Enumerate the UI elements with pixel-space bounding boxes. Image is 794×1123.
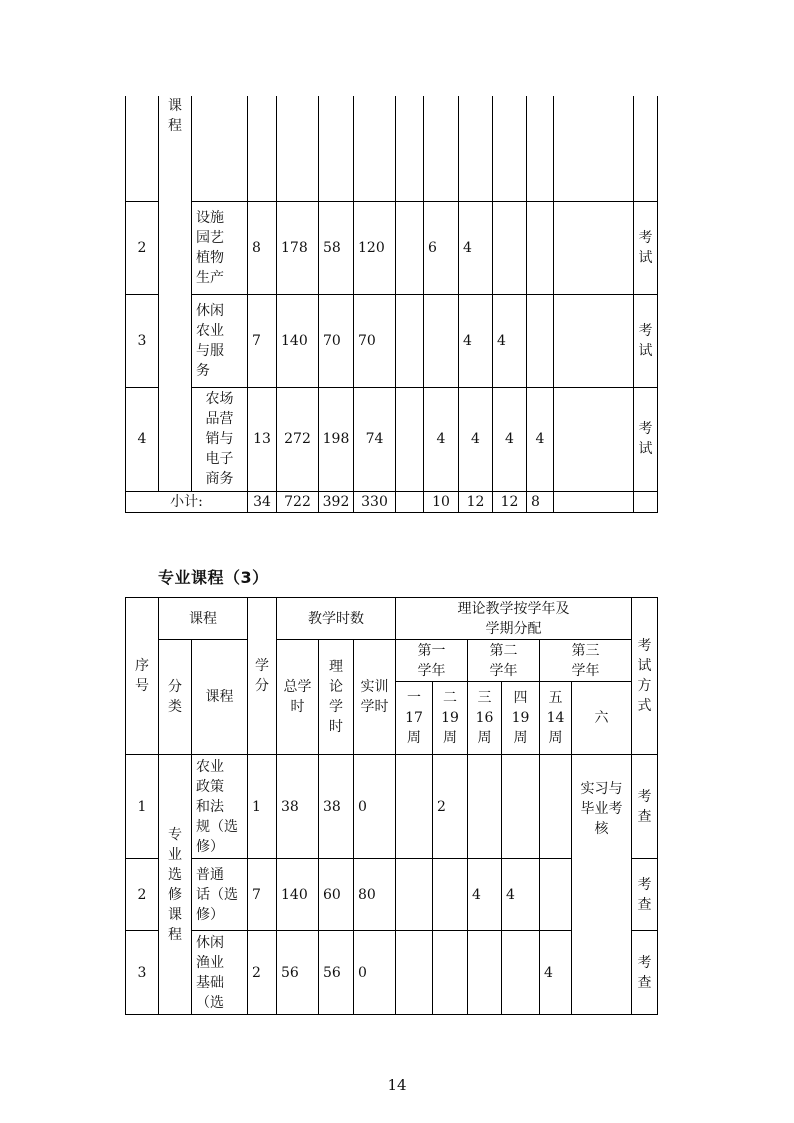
- sem1-hours: [396, 387, 424, 491]
- sem4-hours: [493, 201, 527, 294]
- sem2-hours: 2: [433, 755, 468, 859]
- sem2-hours: [433, 931, 468, 1015]
- theory-hours: 56: [319, 931, 354, 1015]
- subtotal-credits: 34: [248, 491, 277, 512]
- subtotal-sem1: [396, 491, 424, 512]
- header-row: [126, 598, 658, 640]
- sem1-hours: [396, 294, 424, 387]
- subtotal-sem5: 8: [527, 491, 554, 512]
- header-course-group: 课程: [159, 598, 248, 640]
- header-sem4: 四 19 周: [502, 682, 540, 755]
- credits: 8: [248, 201, 277, 294]
- header-hours-group: 教学时数: [277, 598, 396, 640]
- header-year3: 第三 学年: [540, 640, 632, 682]
- sem2-hours: 6: [424, 201, 459, 294]
- sem2-hours: 4: [424, 387, 459, 491]
- credits: 13: [248, 387, 277, 491]
- total-hours: 140: [277, 859, 319, 931]
- sem5-hours: [527, 294, 554, 387]
- subtotal-label: 小计:: [126, 491, 248, 512]
- credits: 1: [248, 755, 277, 859]
- course-name: 农场 品营 销与 电子 商务: [192, 387, 248, 491]
- sem3-hours: 4: [459, 201, 493, 294]
- sem4-hours: [502, 931, 540, 1015]
- course-name: 设施 园艺 植物 生产: [192, 201, 248, 294]
- subtotal-theory: 392: [319, 491, 354, 512]
- header-practice-hours: 实训 学时: [354, 640, 396, 755]
- practice-hours: 0: [354, 931, 396, 1015]
- sem1-hours: [396, 859, 433, 931]
- sem6-hours: [554, 294, 634, 387]
- header-sem5: 五 14 周: [540, 682, 572, 755]
- total-hours: 56: [277, 931, 319, 1015]
- theory-hours: 70: [319, 294, 354, 387]
- row-number: 1: [126, 755, 159, 859]
- sem6-hours: [554, 201, 634, 294]
- theory-hours: 198: [319, 387, 354, 491]
- category-char: 程: [168, 118, 182, 134]
- sem2-hours: [424, 294, 459, 387]
- header-sem1: 一 17 周: [396, 682, 433, 755]
- header-sem6: 六: [572, 682, 632, 755]
- header-total-hours: 总学 时: [277, 640, 319, 755]
- subtotal-practice: 330: [354, 491, 396, 512]
- subtotal-row: [126, 491, 658, 512]
- theory-hours: 38: [319, 755, 354, 859]
- credits: 2: [248, 931, 277, 1015]
- row-number: 3: [126, 931, 159, 1015]
- header-theory-hours: 理 论 学 时: [319, 640, 354, 755]
- sem4-hours: 4: [493, 294, 527, 387]
- row-number: 3: [126, 294, 159, 387]
- exam-method: 考 试: [634, 387, 658, 491]
- header-no: 序 号: [126, 598, 159, 755]
- subtotal-sem2: 10: [424, 491, 459, 512]
- total-hours: 38: [277, 755, 319, 859]
- theory-hours: 58: [319, 201, 354, 294]
- sem1-hours: [396, 201, 424, 294]
- practice-hours: 74: [354, 387, 396, 491]
- credits: 7: [248, 859, 277, 931]
- table-row: [126, 294, 658, 387]
- sem1-hours: [396, 755, 433, 859]
- category-cell: [159, 96, 192, 491]
- header-category: 分 类: [159, 640, 192, 755]
- category-cell: 专 业 选 修 课 程: [159, 755, 192, 1015]
- exam-method: 考 查: [632, 931, 658, 1015]
- course-table-continued: [125, 96, 658, 513]
- header-credits: 学 分: [248, 598, 277, 755]
- sem3-hours: 4: [468, 859, 502, 931]
- header-sem2: 二 19 周: [433, 682, 468, 755]
- practice-hours: 70: [354, 294, 396, 387]
- sem3-hours: 4: [459, 387, 493, 491]
- sem4-hours: [502, 755, 540, 859]
- course-name: 农业 政策 和法 规（选 修）: [192, 755, 248, 859]
- subtotal-sem4: 12: [493, 491, 527, 512]
- table-row: [126, 755, 658, 859]
- header-year1: 第一 学年: [396, 640, 468, 682]
- course-name: 普通 话（选 修）: [192, 859, 248, 931]
- header-row: [126, 640, 658, 682]
- header-sem3: 三 16 周: [468, 682, 502, 755]
- practice-hours: 80: [354, 859, 396, 931]
- total-hours: 178: [277, 201, 319, 294]
- sem5-hours: [540, 755, 572, 859]
- sem5-hours: [527, 201, 554, 294]
- table-row: [126, 387, 658, 491]
- total-hours: 140: [277, 294, 319, 387]
- row-number: 4: [126, 387, 159, 491]
- category-char: 课: [168, 98, 182, 114]
- sem4-hours: 4: [502, 859, 540, 931]
- subtotal-total: 722: [277, 491, 319, 512]
- practice-hours: 0: [354, 755, 396, 859]
- subtotal-sem3: 12: [459, 491, 493, 512]
- course-name: 休闲 农业 与服 务: [192, 294, 248, 387]
- header-distribution-group: 理论教学按学年及 学期分配: [396, 598, 632, 640]
- sem1-hours: [396, 931, 433, 1015]
- exam-method: 考 查: [632, 755, 658, 859]
- sem5-hours: 4: [527, 387, 554, 491]
- exam-method: 考 试: [634, 201, 658, 294]
- theory-hours: 60: [319, 859, 354, 931]
- section-title: 专业课程（3）: [158, 568, 269, 587]
- practice-hours: 120: [354, 201, 396, 294]
- subtotal-exam: [634, 491, 658, 512]
- course-name: 休闲 渔业 基础 （选: [192, 931, 248, 1015]
- sem6-note: 实习与 毕业考 核: [572, 755, 632, 1015]
- header-year2: 第二 学年: [468, 640, 540, 682]
- credits: 7: [248, 294, 277, 387]
- sem5-hours: 4: [540, 931, 572, 1015]
- row-number: 2: [126, 201, 159, 294]
- sem4-hours: 4: [493, 387, 527, 491]
- table-row: [126, 96, 658, 201]
- exam-method: 考 查: [632, 859, 658, 931]
- page-number: 14: [387, 1076, 407, 1094]
- sem3-hours: [468, 755, 502, 859]
- subtotal-sem6: [554, 491, 634, 512]
- row-number: 2: [126, 859, 159, 931]
- sem6-hours: [554, 387, 634, 491]
- header-exam: 考 试 方 式: [632, 598, 658, 755]
- table-row: [126, 201, 658, 294]
- exam-method: 考 试: [634, 294, 658, 387]
- header-course: 课程: [192, 640, 248, 755]
- sem5-hours: [540, 859, 572, 931]
- sem3-hours: 4: [459, 294, 493, 387]
- total-hours: 272: [277, 387, 319, 491]
- elective-course-table: [125, 597, 658, 1015]
- sem2-hours: [433, 859, 468, 931]
- sem3-hours: [468, 931, 502, 1015]
